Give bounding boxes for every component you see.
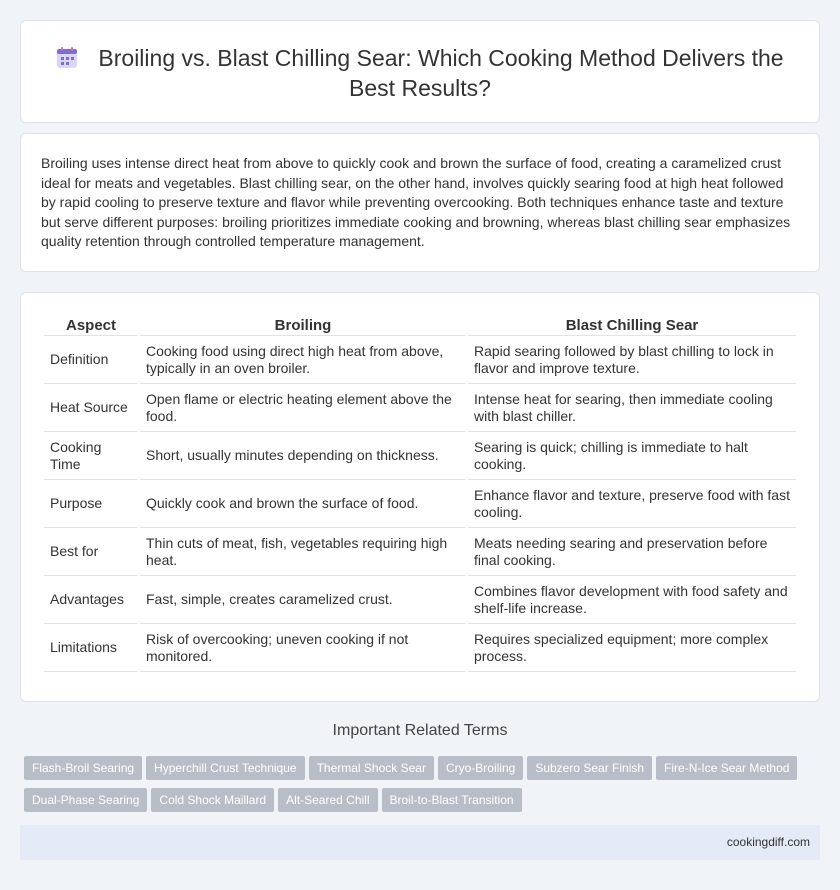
row-broiling: Thin cuts of meat, fish, vegetables requiring high heat. <box>140 528 466 576</box>
row-blast: Rapid searing followed by blast chilling to lock in flavor and improve texture. <box>468 336 796 384</box>
related-tag[interactable]: Cold Shock Maillard <box>151 788 274 812</box>
table-row <box>44 384 796 432</box>
page-title-text: Broiling vs. Blast Chilling Sear: Which Cooking Method Delivers the Best Results? <box>98 45 784 101</box>
row-aspect: Purpose <box>44 480 138 528</box>
footer <box>20 825 820 860</box>
row-broiling: Open flame or electric heating element above the food. <box>140 384 466 432</box>
related-tag[interactable]: Hyperchill Crust Technique <box>146 756 305 780</box>
row-aspect: Heat Source <box>44 384 138 432</box>
comparison-card <box>20 292 820 702</box>
row-aspect: Definition <box>44 336 138 384</box>
header-aspect: Aspect <box>44 315 138 336</box>
row-blast: Meats needing searing and preservation before final cooking. <box>468 528 796 576</box>
related-tag[interactable]: Cryo-Broiling <box>438 756 523 780</box>
related-tags <box>24 756 824 820</box>
row-broiling: Short, usually minutes depending on thickness. <box>140 432 466 480</box>
header-broiling: Broiling <box>140 315 466 336</box>
title-wrap <box>51 43 789 103</box>
table-row <box>44 432 796 480</box>
row-aspect: Cooking Time <box>44 432 138 480</box>
row-blast: Requires specialized equipment; more complex process. <box>468 624 796 672</box>
row-blast: Searing is quick; chilling is immediate to halt cooking. <box>468 432 796 480</box>
row-broiling: Quickly cook and brown the surface of food. <box>140 480 466 528</box>
table-row <box>44 480 796 528</box>
footer-site[interactable]: cookingdiff.com <box>726 835 810 849</box>
row-broiling: Cooking food using direct high heat from above, typically in an oven broiler. <box>140 336 466 384</box>
comparison-table <box>42 315 798 672</box>
row-broiling: Risk of overcooking; uneven cooking if not monitored. <box>140 624 466 672</box>
table-row <box>44 624 796 672</box>
related-tag[interactable]: Alt-Seared Chill <box>278 788 377 812</box>
header-blast-chilling-sear: Blast Chilling Sear <box>468 315 796 336</box>
row-aspect: Limitations <box>44 624 138 672</box>
related-tag[interactable]: Dual-Phase Searing <box>24 788 147 812</box>
related-tag[interactable]: Flash-Broil Searing <box>24 756 142 780</box>
related-tag[interactable]: Thermal Shock Sear <box>309 756 434 780</box>
header-card <box>20 20 820 123</box>
related-tag[interactable]: Broil-to-Blast Transition <box>382 788 522 812</box>
row-aspect: Advantages <box>44 576 138 624</box>
related-terms-title: Important Related Terms <box>332 722 508 739</box>
intro-card <box>20 133 820 272</box>
row-blast: Combines flavor development with food safety and shelf-life increase. <box>468 576 796 624</box>
intro-paragraph: Broiling uses intense direct heat from above to quickly cook and brown the surface of food, creating a caramelized crust ideal for meats and vegetables. Blast chilling sear, on the other hand, involves quickly searing food at high heat followed by rapid cooling to preserve texture and flavor while preventing overcooking. Both techniques enhance taste and texture but serve different purposes: broiling prioritizes immediate cooking and browning, whereas blast chilling sear emphasizes quality retention through controlled temperature management. <box>41 155 791 249</box>
page-title <box>51 43 789 103</box>
row-blast: Enhance flavor and texture, preserve food with fast cooling. <box>468 480 796 528</box>
row-blast: Intense heat for searing, then immediate cooling with blast chiller. <box>468 384 796 432</box>
row-aspect: Best for <box>44 528 138 576</box>
calendar-icon <box>56 47 78 69</box>
table-row <box>44 576 796 624</box>
table-row <box>44 336 796 384</box>
related-tag[interactable]: Fire-N-Ice Sear Method <box>656 756 797 780</box>
table-row <box>44 528 796 576</box>
table-header-row <box>44 315 796 336</box>
row-broiling: Fast, simple, creates caramelized crust. <box>140 576 466 624</box>
related-tag[interactable]: Subzero Sear Finish <box>527 756 652 780</box>
